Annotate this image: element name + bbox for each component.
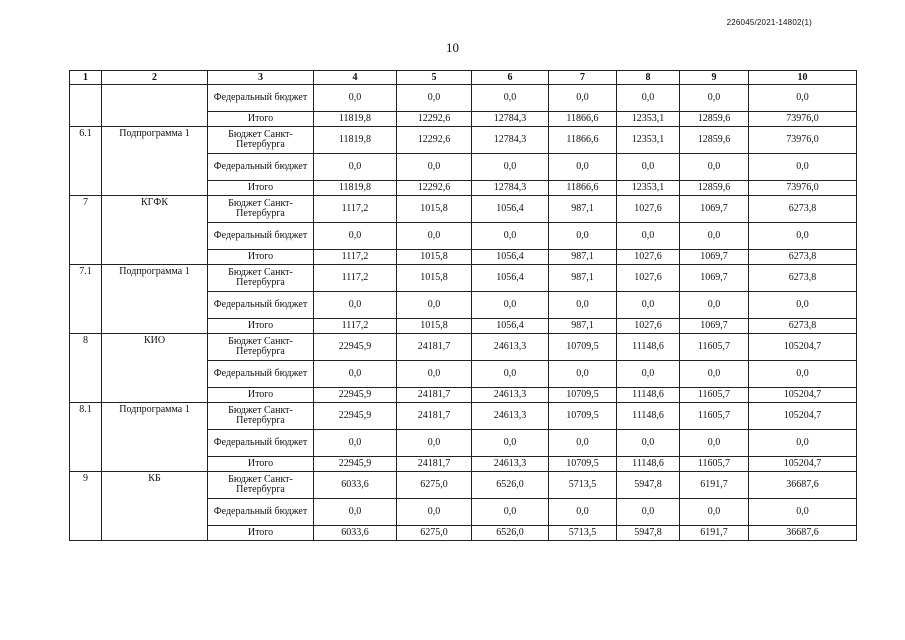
value-cell: 6033,6: [314, 472, 397, 499]
program-name-cell: КИО: [102, 334, 208, 403]
funding-source-cell: Федеральный бюджет: [208, 85, 314, 112]
value-cell: 0,0: [617, 361, 680, 388]
row-index-cell: 9: [70, 472, 102, 541]
value-cell: 0,0: [680, 499, 749, 526]
value-cell: 12292,6: [397, 127, 472, 154]
table-body: [70, 85, 857, 541]
value-cell: 11819,8: [314, 127, 397, 154]
value-cell: 10709,5: [549, 403, 617, 430]
value-cell: 5947,8: [617, 472, 680, 499]
value-cell: 987,1: [549, 250, 617, 265]
value-cell: 12859,6: [680, 181, 749, 196]
value-cell: 0,0: [749, 292, 857, 319]
value-cell: 0,0: [749, 85, 857, 112]
row-index-cell: 8.1: [70, 403, 102, 472]
funding-source-cell: Федеральный бюджет: [208, 361, 314, 388]
table-row: [70, 334, 857, 361]
value-cell: 0,0: [314, 223, 397, 250]
value-cell: 24613,3: [472, 457, 549, 472]
value-cell: 105204,7: [749, 388, 857, 403]
table-row: [70, 265, 857, 292]
funding-source-cell: Итого: [208, 250, 314, 265]
value-cell: 11605,7: [680, 403, 749, 430]
value-cell: 10709,5: [549, 388, 617, 403]
row-index-cell: 7: [70, 196, 102, 265]
program-name-cell: КГФК: [102, 196, 208, 265]
value-cell: 24181,7: [397, 403, 472, 430]
value-cell: 0,0: [549, 499, 617, 526]
value-cell: 1015,8: [397, 265, 472, 292]
value-cell: 0,0: [749, 430, 857, 457]
funding-source-cell: Итого: [208, 319, 314, 334]
row-index-cell: 7.1: [70, 265, 102, 334]
column-header: 10: [749, 71, 857, 85]
value-cell: 1027,6: [617, 319, 680, 334]
funding-source-cell: Федеральный бюджет: [208, 430, 314, 457]
value-cell: 12292,6: [397, 112, 472, 127]
value-cell: 12292,6: [397, 181, 472, 196]
funding-source-cell: Бюджет Санкт-Петербурга: [208, 403, 314, 430]
program-name-cell: КБ: [102, 472, 208, 541]
value-cell: 0,0: [680, 292, 749, 319]
page-number: 10: [446, 40, 459, 55]
funding-source-cell: Итого: [208, 181, 314, 196]
value-cell: 1117,2: [314, 250, 397, 265]
value-cell: 22945,9: [314, 457, 397, 472]
value-cell: 0,0: [397, 292, 472, 319]
funding-source-cell: Бюджет Санкт-Петербурга: [208, 127, 314, 154]
value-cell: 0,0: [314, 499, 397, 526]
program-name-cell: Подпрограмма 1: [102, 127, 208, 196]
value-cell: 11148,6: [617, 403, 680, 430]
value-cell: 24613,3: [472, 388, 549, 403]
column-header: 4: [314, 71, 397, 85]
value-cell: 6275,0: [397, 472, 472, 499]
table-row: [70, 85, 857, 112]
value-cell: 24181,7: [397, 457, 472, 472]
value-cell: 6275,0: [397, 526, 472, 541]
value-cell: 0,0: [617, 499, 680, 526]
value-cell: 12784,3: [472, 181, 549, 196]
value-cell: 1056,4: [472, 250, 549, 265]
value-cell: 1069,7: [680, 319, 749, 334]
value-cell: 1056,4: [472, 319, 549, 334]
funding-source-cell: Федеральный бюджет: [208, 154, 314, 181]
value-cell: 0,0: [680, 85, 749, 112]
value-cell: 105204,7: [749, 403, 857, 430]
value-cell: 11148,6: [617, 334, 680, 361]
column-header: 2: [102, 71, 208, 85]
value-cell: 12784,3: [472, 112, 549, 127]
value-cell: 105204,7: [749, 334, 857, 361]
value-cell: 1027,6: [617, 196, 680, 223]
value-cell: 0,0: [749, 499, 857, 526]
table-row: [70, 472, 857, 499]
funding-source-cell: Итого: [208, 388, 314, 403]
value-cell: 0,0: [314, 85, 397, 112]
value-cell: 0,0: [617, 85, 680, 112]
value-cell: 0,0: [549, 154, 617, 181]
document-number: 226045/2021-14802(1): [726, 18, 812, 27]
column-header: 9: [680, 71, 749, 85]
value-cell: 0,0: [397, 361, 472, 388]
program-name-cell: [102, 85, 208, 127]
value-cell: 0,0: [472, 154, 549, 181]
value-cell: 0,0: [549, 361, 617, 388]
value-cell: 1015,8: [397, 196, 472, 223]
budget-table: [69, 70, 857, 541]
value-cell: 0,0: [749, 154, 857, 181]
value-cell: 0,0: [749, 223, 857, 250]
funding-source-cell: Бюджет Санкт-Петербурга: [208, 334, 314, 361]
table-row: [70, 196, 857, 223]
value-cell: 0,0: [617, 430, 680, 457]
value-cell: 24613,3: [472, 403, 549, 430]
value-cell: 0,0: [549, 85, 617, 112]
value-cell: 6273,8: [749, 265, 857, 292]
value-cell: 12353,1: [617, 112, 680, 127]
value-cell: 12784,3: [472, 127, 549, 154]
value-cell: 987,1: [549, 319, 617, 334]
value-cell: 73976,0: [749, 181, 857, 196]
value-cell: 11866,6: [549, 112, 617, 127]
column-header: 5: [397, 71, 472, 85]
value-cell: 1027,6: [617, 250, 680, 265]
value-cell: 11605,7: [680, 388, 749, 403]
value-cell: 6526,0: [472, 526, 549, 541]
value-cell: 6526,0: [472, 472, 549, 499]
value-cell: 0,0: [617, 154, 680, 181]
value-cell: 11605,7: [680, 334, 749, 361]
value-cell: 0,0: [680, 430, 749, 457]
program-name-cell: Подпрограмма 1: [102, 403, 208, 472]
value-cell: 11148,6: [617, 388, 680, 403]
value-cell: 11819,8: [314, 181, 397, 196]
value-cell: 6273,8: [749, 250, 857, 265]
value-cell: 0,0: [314, 430, 397, 457]
value-cell: 0,0: [314, 292, 397, 319]
funding-source-cell: Федеральный бюджет: [208, 292, 314, 319]
value-cell: 5713,5: [549, 526, 617, 541]
value-cell: 0,0: [314, 361, 397, 388]
row-index-cell: 6.1: [70, 127, 102, 196]
value-cell: 22945,9: [314, 334, 397, 361]
value-cell: 6191,7: [680, 526, 749, 541]
column-header: 7: [549, 71, 617, 85]
value-cell: 0,0: [472, 85, 549, 112]
value-cell: 0,0: [549, 430, 617, 457]
value-cell: 0,0: [472, 223, 549, 250]
value-cell: 1069,7: [680, 196, 749, 223]
value-cell: 5713,5: [549, 472, 617, 499]
value-cell: 1015,8: [397, 319, 472, 334]
value-cell: 1056,4: [472, 265, 549, 292]
value-cell: 0,0: [749, 361, 857, 388]
value-cell: 0,0: [472, 292, 549, 319]
value-cell: 6191,7: [680, 472, 749, 499]
value-cell: 0,0: [314, 154, 397, 181]
value-cell: 24613,3: [472, 334, 549, 361]
funding-source-cell: Федеральный бюджет: [208, 499, 314, 526]
value-cell: 73976,0: [749, 127, 857, 154]
column-header: 8: [617, 71, 680, 85]
value-cell: 22945,9: [314, 403, 397, 430]
column-header: 3: [208, 71, 314, 85]
value-cell: 24181,7: [397, 388, 472, 403]
value-cell: 1027,6: [617, 265, 680, 292]
value-cell: 12353,1: [617, 181, 680, 196]
funding-source-cell: Итого: [208, 526, 314, 541]
value-cell: 12859,6: [680, 127, 749, 154]
value-cell: 6273,8: [749, 319, 857, 334]
value-cell: 0,0: [397, 154, 472, 181]
value-cell: 6273,8: [749, 196, 857, 223]
funding-source-cell: Итого: [208, 112, 314, 127]
column-number-row: [70, 71, 857, 85]
value-cell: 0,0: [397, 85, 472, 112]
value-cell: 0,0: [472, 361, 549, 388]
value-cell: 6033,6: [314, 526, 397, 541]
value-cell: 1069,7: [680, 265, 749, 292]
value-cell: 36687,6: [749, 472, 857, 499]
value-cell: 0,0: [617, 223, 680, 250]
funding-source-cell: Бюджет Санкт-Петербурга: [208, 265, 314, 292]
value-cell: 24181,7: [397, 334, 472, 361]
value-cell: 11866,6: [549, 127, 617, 154]
table-row: [70, 403, 857, 430]
value-cell: 1069,7: [680, 250, 749, 265]
row-index-cell: [70, 85, 102, 127]
funding-source-cell: Итого: [208, 457, 314, 472]
funding-source-cell: Федеральный бюджет: [208, 223, 314, 250]
value-cell: 73976,0: [749, 112, 857, 127]
value-cell: 12353,1: [617, 127, 680, 154]
value-cell: 1117,2: [314, 265, 397, 292]
value-cell: 12859,6: [680, 112, 749, 127]
funding-source-cell: Бюджет Санкт-Петербурга: [208, 472, 314, 499]
value-cell: 22945,9: [314, 388, 397, 403]
value-cell: 105204,7: [749, 457, 857, 472]
value-cell: 0,0: [680, 223, 749, 250]
value-cell: 987,1: [549, 265, 617, 292]
value-cell: 0,0: [617, 292, 680, 319]
value-cell: 0,0: [680, 154, 749, 181]
row-index-cell: 8: [70, 334, 102, 403]
column-header: 1: [70, 71, 102, 85]
value-cell: 0,0: [549, 292, 617, 319]
value-cell: 1117,2: [314, 196, 397, 223]
value-cell: 1056,4: [472, 196, 549, 223]
value-cell: 0,0: [472, 430, 549, 457]
value-cell: 1015,8: [397, 250, 472, 265]
value-cell: 5947,8: [617, 526, 680, 541]
value-cell: 11605,7: [680, 457, 749, 472]
value-cell: 0,0: [549, 223, 617, 250]
value-cell: 1117,2: [314, 319, 397, 334]
value-cell: 11819,8: [314, 112, 397, 127]
column-header: 6: [472, 71, 549, 85]
table-row: [70, 127, 857, 154]
value-cell: 10709,5: [549, 457, 617, 472]
value-cell: 987,1: [549, 196, 617, 223]
value-cell: 0,0: [397, 430, 472, 457]
value-cell: 0,0: [397, 499, 472, 526]
value-cell: 36687,6: [749, 526, 857, 541]
value-cell: 0,0: [472, 499, 549, 526]
value-cell: 10709,5: [549, 334, 617, 361]
value-cell: 0,0: [680, 361, 749, 388]
value-cell: 0,0: [397, 223, 472, 250]
value-cell: 11866,6: [549, 181, 617, 196]
program-name-cell: Подпрограмма 1: [102, 265, 208, 334]
funding-source-cell: Бюджет Санкт-Петербурга: [208, 196, 314, 223]
value-cell: 11148,6: [617, 457, 680, 472]
